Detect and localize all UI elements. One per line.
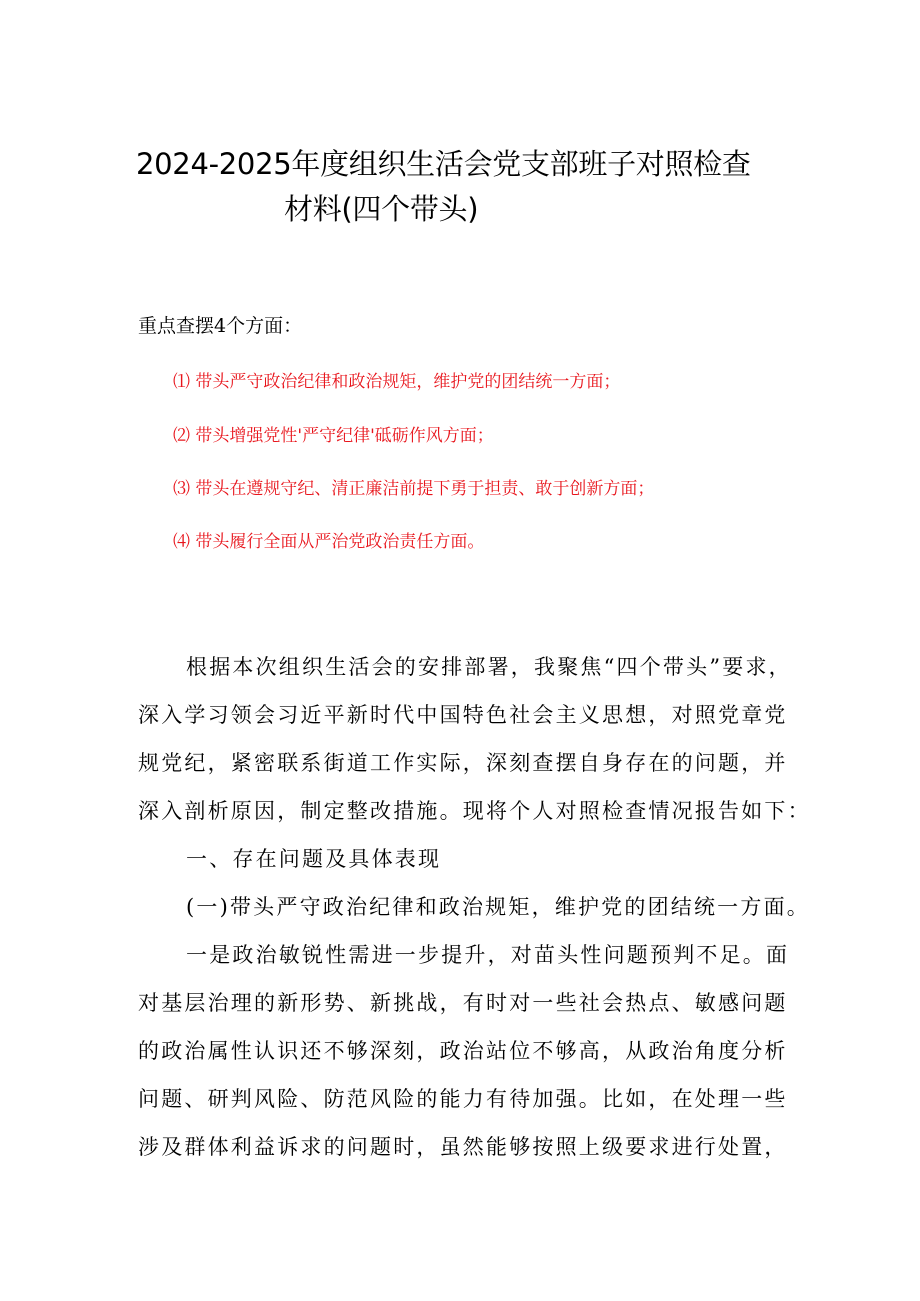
focus-item: ⑴ 带头严守政治纪律和政治规矩，维护党的团结统一方面； <box>173 372 621 392</box>
body-paragraph-line: 根据本次组织生活会的安排部署，我聚焦“四个带头”要求， <box>186 655 792 679</box>
focus-item: ⑶ 带头在遵规守纪、清正廉洁前提下勇于担责、敢于创新方面； <box>173 479 655 499</box>
subsection-heading: (一)带头严守政治纪律和政治规矩，维护党的团结统一方面。 <box>186 895 810 919</box>
focus-heading: 重点查摆4个方面： <box>138 315 303 337</box>
body-paragraph-line: 规党纪，紧密联系街道工作实际，深刻查摆自身存在的问题，并 <box>138 751 788 775</box>
body-paragraph-line: 问题、研判风险、防范风险的能力有待加强。比如，在处理一些 <box>138 1087 788 1111</box>
body-paragraph-line: 深入剖析原因，制定整改措施。现将个人对照检查情况报告如下： <box>138 799 811 823</box>
body-paragraph-line: 对基层治理的新形势、新挑战，有时对一些社会热点、敏感问题 <box>138 991 788 1015</box>
body-paragraph-line: 深入学习领会习近平新时代中国特色社会主义思想，对照党章党 <box>138 703 788 727</box>
body-paragraph-line: 涉及群体利益诉求的问题时，虽然能够按照上级要求进行处置， <box>138 1135 788 1159</box>
document-title-line1: 2024-2025年度组织生活会党支部班子对照检查 <box>136 147 751 181</box>
document-title-line2: 材料(四个带头) <box>284 192 479 226</box>
body-paragraph-line: 的政治属性认识还不够深刻，政治站位不够高，从政治角度分析 <box>138 1039 788 1063</box>
body-paragraph-line: 一是政治敏锐性需进一步提升，对苗头性问题预判不足。面 <box>186 943 790 967</box>
focus-item: ⑷ 带头履行全面从严治党政治责任方面。 <box>173 532 485 552</box>
section-heading: 一、存在问题及具体表现 <box>186 847 442 871</box>
focus-item: ⑵ 带头增强党性'严守纪律'砥砺作风方面； <box>173 426 494 446</box>
